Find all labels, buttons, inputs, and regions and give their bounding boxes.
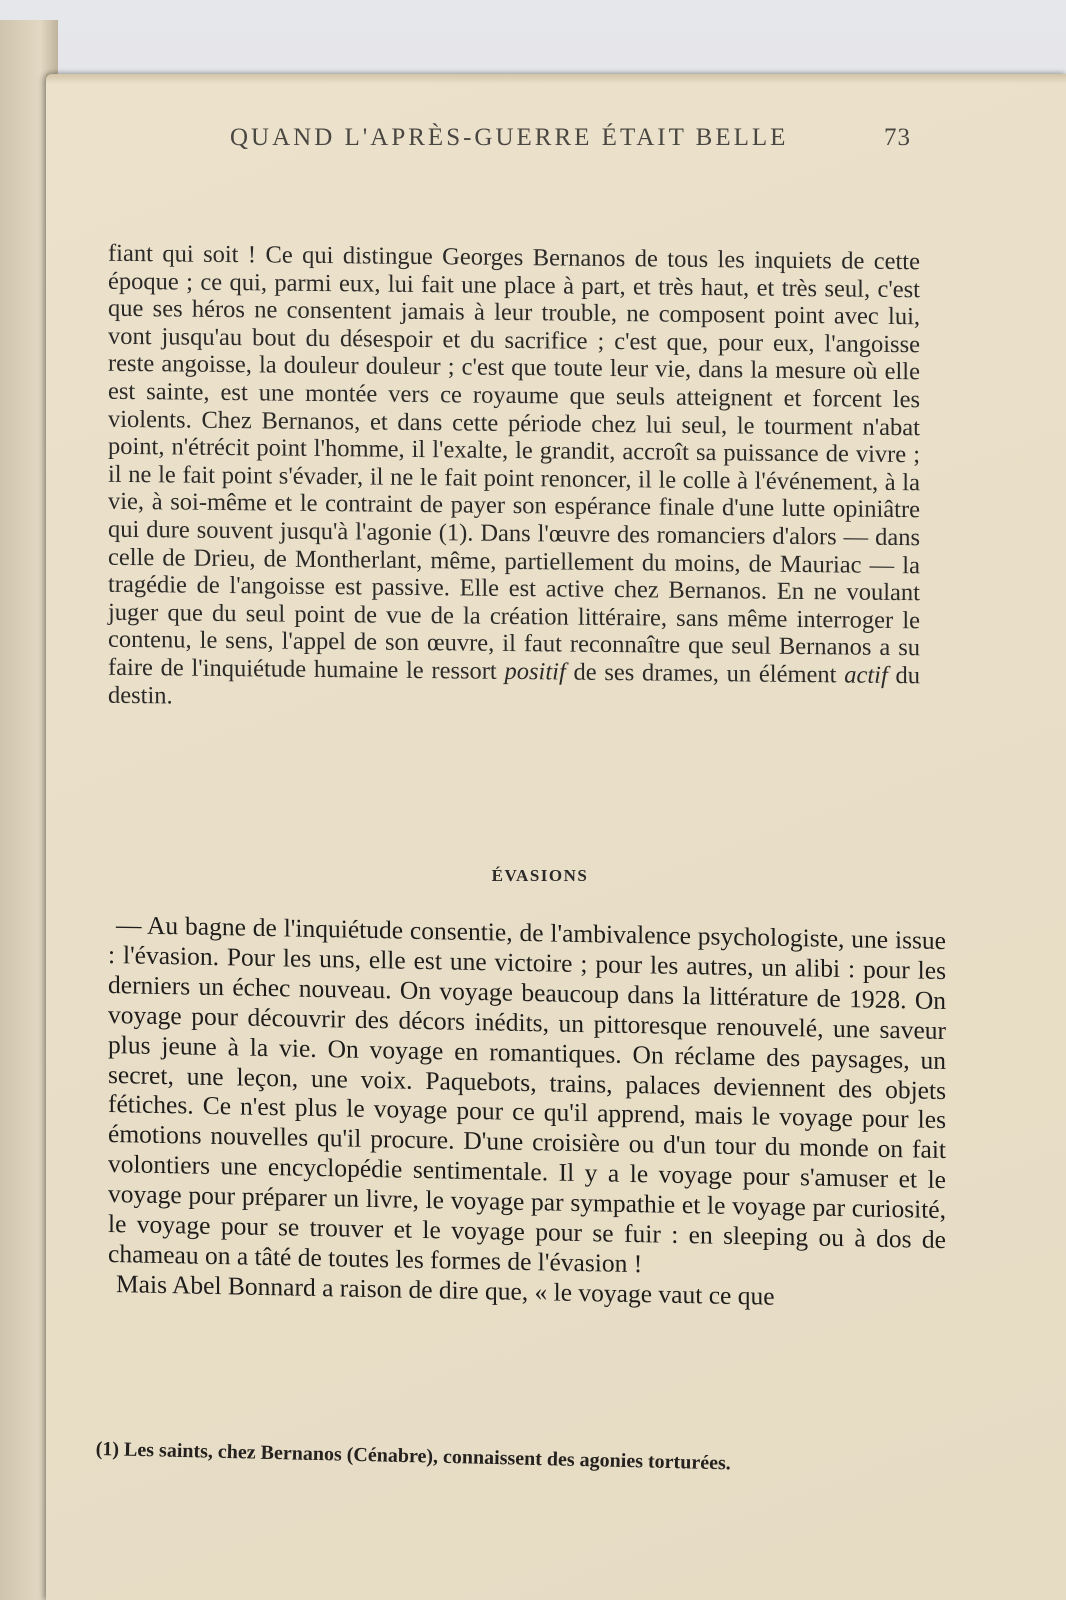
first-paragraph-end: du destin. (108, 661, 921, 709)
first-paragraph (108, 240, 920, 718)
section-heading: ÉVASIONS (491, 866, 589, 885)
second-paragraph: — Au bagne de l'inquiétude consentie, de l'ambivalence psychologiste, une issue : l'évasion. Pour les uns, elle est une victoire ; pour les autres, un alibi : pour les derniers un échec nouveau. On voyage beaucoup dans la littérature de 1928. On voyage pour découvrir des décors inédits, un pittoresque renouvelé, une saveur plus jeune à la vie. On voyage en romantiques. On réclame des paysages, un secret, une leçon, une voix. Paquebots, trains, palaces deviennent des objets fétiches. Ce n'est plus le voyage pour ce qu'il apprend, mais le voyage pour les émotions nouvelles qu'il procure. D'une croisière ou d'un tour du monde on fait volontiers une encyclopédie sentimentale. Il y a le voyage pour s'amuser et le voyage pour préparer un livre, le voyage par sympathie et le voyage par curiosité, le voyage pour se trouver et le voyage pour se fuir : en sleeping ou à dos de chameau on a tâté de toutes les formes de l'évasion ! (108, 910, 946, 1279)
second-section-text (108, 910, 946, 1315)
first-paragraph-mid: de ses drames, un élément (573, 658, 837, 689)
running-head-title: QUAND L'APRÈS-GUERRE ÉTAIT BELLE (230, 124, 789, 151)
italic-word-actif: actif (844, 661, 888, 689)
first-paragraph-text: fiant qui soit ! Ce qui distingue Georges Bernanos de tous les inquiets de cette époque ; ce qui, parmi eux, lui fait une place à part, et très haut, et très seul, c'est que ses héros ne consentent jamais à leur trouble, ne composent point avec lui, vont jusqu'au bout du désespoir et du sacrifice ; c'est que, pour eux, l'angoisse reste angoisse, la douleur douleur ; c'est que toute leur vie, dans la mesure où elle est sainte, est une montée vers ce royaume que seuls atteignent et forcent les violents. Chez Bernanos, et dans cette période chez lui seul, le tourment n'abat point, n'étrécit point l'homme, il l'exalte, le grandit, accroît sa puissance de vivre ; il ne le fait point s'évader, il ne le fait point renoncer, il le colle à l'événement, à la vie, à soi-même et le contraint de payer son espérance finale d'une lutte opiniâtre qui dure souvent jusqu'à l'agonie (1). Dans l'œuvre des romanciers d'alors — dans celle de Drieu, de Montherlant, même, partiellement du moins, de Mauriac — la tragédie de l'angoisse est passive. Elle est active chez Bernanos. En ne voulant juger que du seul point de vue de la création littéraire, sans même interroger le contenu, le sens, l'appel de son œuvre, il faut reconnaître que seul Bernanos a su faire de l'inquiétude humaine le ressort (108, 239, 920, 685)
page-number: 73 (884, 124, 911, 151)
footnote: (1) Les saints, chez Bernanos (Cénabre), connaissent des agonies torturées. (95, 1438, 731, 1475)
italic-word-positif: positif (504, 657, 566, 686)
third-paragraph: Mais Abel Bonnard a raison de dire que, « le voyage vaut ce que (116, 1268, 775, 1311)
